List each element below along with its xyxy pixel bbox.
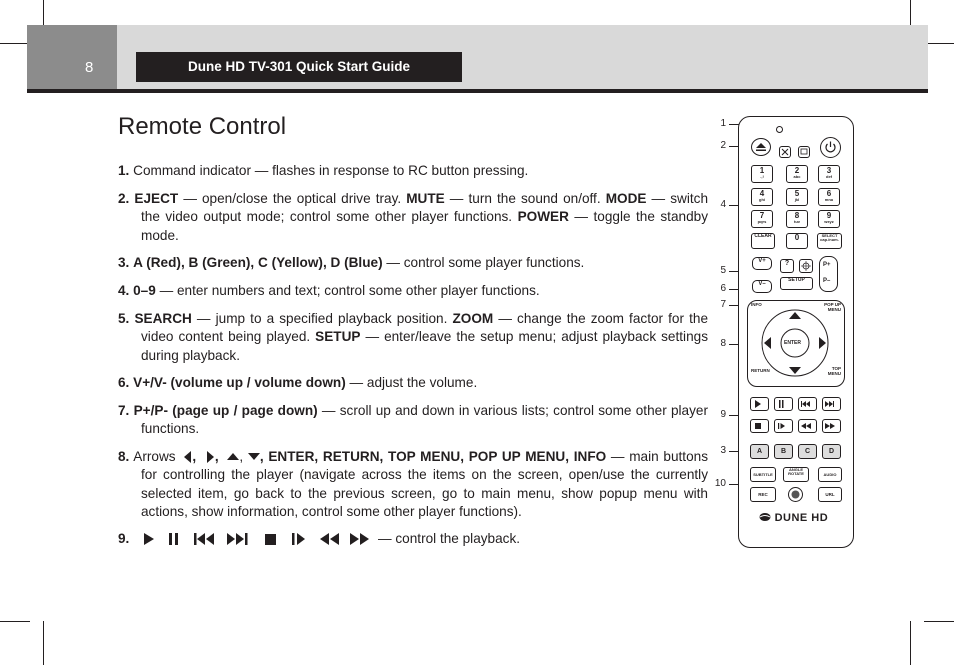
slow-icon <box>292 533 306 545</box>
item-text: — open/close the optical drive tray. <box>178 191 407 206</box>
callout-number: 4 <box>720 199 726 210</box>
crop-mark <box>910 0 911 25</box>
page-header <box>27 25 928 90</box>
callout-number: 6 <box>720 283 726 294</box>
item-text: — jump to a specified playback position. <box>191 311 453 326</box>
digit-0-button <box>786 233 808 249</box>
button-label: URL <box>825 492 835 497</box>
mute-button <box>779 146 791 158</box>
item-text: — enter numbers and text; control some other player functions. <box>155 283 540 298</box>
eject-icon <box>752 139 770 155</box>
term-volume: V+/V- (volume up / volume down) <box>133 375 346 390</box>
term-mute: MUTE <box>406 191 445 206</box>
page-rocker <box>819 256 838 292</box>
digit-4-button <box>751 188 773 206</box>
stop-icon <box>265 534 276 545</box>
callout-number: 5 <box>720 265 726 276</box>
globe-icon <box>789 488 802 501</box>
digit-label: 8 <box>794 211 800 220</box>
item-text: — control some player functions. <box>382 255 585 270</box>
rewind-icon <box>799 420 816 432</box>
play-icon <box>751 398 768 410</box>
callout-number: 8 <box>720 338 726 349</box>
dune-logo-icon <box>759 512 771 522</box>
digit-letters: pqrs <box>757 219 767 224</box>
button-label: REC <box>758 492 768 497</box>
digit-label: 9 <box>826 211 832 220</box>
item-number: 9. <box>118 531 130 546</box>
item-7 <box>118 402 708 439</box>
color-b-button <box>774 444 793 459</box>
callout-number: 3 <box>720 445 726 456</box>
item-text: — adjust the volume. <box>345 375 478 390</box>
term-page: P+/P- (page up / page down) <box>133 403 318 418</box>
item-text: — turn the sound on/off. <box>444 191 606 206</box>
return-button <box>751 369 773 381</box>
color-d-button <box>822 444 841 459</box>
item-number: 8. <box>118 449 130 464</box>
digit-label: 4 <box>759 189 765 198</box>
button-label: B <box>780 448 787 455</box>
button-label: AUDIO <box>823 472 837 477</box>
skip-previous-button <box>798 397 817 411</box>
skip-next-icon <box>227 533 249 545</box>
page-down-label: P– <box>823 278 831 284</box>
item-text: — toggle the standby mode. <box>141 209 708 243</box>
button-label: V– <box>758 281 766 287</box>
rewind-icon <box>320 533 340 545</box>
item-text: — scroll up and down in various lists; control some other player functions. <box>141 403 709 437</box>
term-navigation: , ENTER, RETURN, TOP MENU, POP UP MENU, INFO <box>259 449 607 464</box>
digit-5-button <box>786 188 808 206</box>
fast-forward-icon <box>823 420 840 432</box>
remote-control-illustration <box>738 116 854 548</box>
term-setup: SETUP <box>315 329 361 345</box>
nav-up-icon <box>789 312 801 319</box>
select-button <box>817 233 842 249</box>
crop-mark <box>43 621 44 665</box>
digit-letters: def <box>826 174 832 179</box>
digit-letters: mno <box>824 197 834 202</box>
button-label: ANGLE ROTATE <box>788 467 804 476</box>
item-5 <box>118 310 708 365</box>
subtitle-button <box>750 467 776 482</box>
brand-name: DUNE HD <box>774 512 829 524</box>
item-text: — main buttons for controlling the player (navigate across the items on the screen, open/use the currently selected item, go back to the previous screen, go to main menu, show popup menu with actions, show information, control some other player functions). <box>141 449 708 519</box>
url-button <box>818 487 842 502</box>
item-number: 2. <box>118 191 130 206</box>
rewind-button <box>798 419 817 433</box>
button-label: ? <box>784 260 790 267</box>
callout-number: 10 <box>714 478 726 489</box>
digit-letters: tuv <box>794 219 800 224</box>
pause-icon <box>168 533 180 545</box>
digit-label: 3 <box>826 166 832 175</box>
digit-letters: ghi <box>759 197 765 202</box>
section-title: Remote Control <box>118 113 287 140</box>
item-text: Command indicator — flashes in response to RC button pressing. <box>129 163 529 178</box>
stop-icon <box>751 420 768 432</box>
term-color-buttons: A (Red), B (Green), C (Yellow), D (Blue) <box>133 255 383 270</box>
digit-7-button <box>751 210 773 228</box>
button-label: SETUP <box>788 277 805 283</box>
crop-mark <box>928 43 954 44</box>
play-button <box>750 397 769 411</box>
color-a-button <box>750 444 769 459</box>
term-search: SEARCH <box>134 311 192 326</box>
item-text: — switch the video output mode; control some other player functions. <box>141 191 708 225</box>
eject-button <box>751 138 771 156</box>
crop-mark <box>43 0 44 25</box>
button-label: TOP MENU <box>827 366 841 376</box>
item-number: 7. <box>118 403 130 418</box>
item-6 <box>118 374 708 392</box>
item-text: — enter/leave the setup menu; adjust playback settings during playback. <box>141 329 708 363</box>
button-label: RETURN <box>751 368 770 373</box>
enter-label: ENTER <box>784 340 801 346</box>
nav-left-icon <box>764 337 771 349</box>
item-number: 5. <box>118 311 130 326</box>
item-2 <box>118 190 708 245</box>
item-text: — change the zoom factor for the video content being played. <box>141 311 708 345</box>
crop-mark <box>0 43 27 44</box>
term-eject: EJECT <box>134 191 179 206</box>
button-label: C <box>804 448 811 455</box>
arrow-up-icon <box>227 453 239 461</box>
pause-icon <box>775 398 792 410</box>
digit-label: 2 <box>794 166 800 175</box>
callout-number: 7 <box>720 299 726 310</box>
top-menu-button <box>821 367 841 381</box>
crop-mark <box>910 621 911 665</box>
term-zoom: ZOOM <box>452 311 494 326</box>
zoom-icon <box>800 260 812 272</box>
guide-title: Dune HD TV-301 Quick Start Guide <box>136 52 462 82</box>
angle-rotate-button <box>783 467 809 482</box>
search-button <box>780 259 794 273</box>
crop-mark <box>0 621 30 622</box>
digit-6-button <box>818 188 840 206</box>
audio-button <box>818 467 842 482</box>
zoom-button <box>799 259 813 273</box>
term-mode: MODE <box>605 191 647 206</box>
callout-number: 9 <box>720 409 726 420</box>
skip-previous-icon <box>194 533 216 545</box>
item-8: 8. Arrows , , , , ENTER, RETURN, TOP MENU, POP UP MENU, INFO — main buttons for controlling the player (navigate across the items on the screen, open/use the currently selected item, go back to the previous screen, go to main menu, show popup menu with actions, show information, control some other player functions). <box>118 449 708 519</box>
pause-button <box>774 397 793 411</box>
digit-letters: wxyz <box>824 219 834 224</box>
digit-1-button <box>751 165 773 183</box>
page-up-label: P+ <box>823 262 831 268</box>
button-label: POP UP MENU <box>824 302 841 312</box>
item-3 <box>118 254 708 272</box>
rec-button <box>750 487 776 502</box>
header-rule <box>27 89 928 93</box>
digit-label: 6 <box>826 189 832 198</box>
digit-8-button <box>786 210 808 228</box>
button-label: 0 <box>794 233 800 242</box>
nav-right-icon <box>819 337 826 349</box>
page-number: 8 <box>85 59 94 76</box>
volume-down-button <box>752 280 772 293</box>
digit-label: 5 <box>794 189 800 198</box>
digit-letters: .,! <box>760 174 764 179</box>
term-digits: 0–9 <box>133 283 156 298</box>
button-sublabel: cap./num. <box>820 237 839 242</box>
volume-up-button <box>752 257 772 270</box>
term-power: POWER <box>517 209 569 225</box>
item-text: — control the playback. <box>378 531 521 546</box>
mode-button <box>798 146 810 158</box>
fast-forward-icon <box>350 533 370 545</box>
button-label: V+ <box>758 258 766 264</box>
nav-down-icon <box>789 367 801 374</box>
button-label: SELECT <box>821 233 838 238</box>
digit-label: 7 <box>759 211 765 220</box>
clear-button <box>751 233 775 249</box>
dune-hd-logo <box>759 512 828 524</box>
button-label: INFO <box>751 302 762 307</box>
setup-button <box>780 277 813 290</box>
arrow-right-icon <box>207 451 215 463</box>
item-number: 4. <box>118 283 130 298</box>
fast-forward-button <box>822 419 841 433</box>
slow-button <box>774 419 793 433</box>
item-4 <box>118 282 708 300</box>
button-label: CLEAR <box>754 233 772 239</box>
item-number: 3. <box>118 255 130 270</box>
digit-3-button <box>818 165 840 183</box>
digit-letters: jkl <box>794 197 800 202</box>
mute-icon <box>780 147 790 157</box>
callout-number: 2 <box>720 140 726 151</box>
button-label: SUBTITLE <box>753 472 773 477</box>
power-button <box>820 137 841 158</box>
digit-9-button <box>818 210 840 228</box>
power-icon <box>821 138 840 157</box>
item-1 <box>118 162 708 180</box>
page-number-box <box>27 25 117 90</box>
slow-icon <box>775 420 792 432</box>
item-number: 1. <box>118 163 130 178</box>
item-number: 6. <box>118 375 130 390</box>
mode-icon <box>799 147 809 157</box>
callout-number: 1 <box>720 118 726 129</box>
skip-next-button <box>822 397 841 411</box>
button-label: A <box>756 448 763 455</box>
digit-2-button <box>786 165 808 183</box>
crop-mark <box>924 621 954 622</box>
color-c-button <box>798 444 817 459</box>
digit-letters: abc <box>793 174 801 179</box>
item-text: Arrows <box>129 449 181 464</box>
stop-button <box>750 419 769 433</box>
arrow-down-icon <box>248 453 260 461</box>
skip-previous-icon <box>799 398 816 410</box>
globe-button <box>788 487 803 502</box>
digit-label: 1 <box>759 166 765 175</box>
button-label: D <box>828 448 835 455</box>
skip-next-icon <box>823 398 840 410</box>
command-indicator <box>776 126 783 133</box>
play-icon <box>143 533 155 545</box>
